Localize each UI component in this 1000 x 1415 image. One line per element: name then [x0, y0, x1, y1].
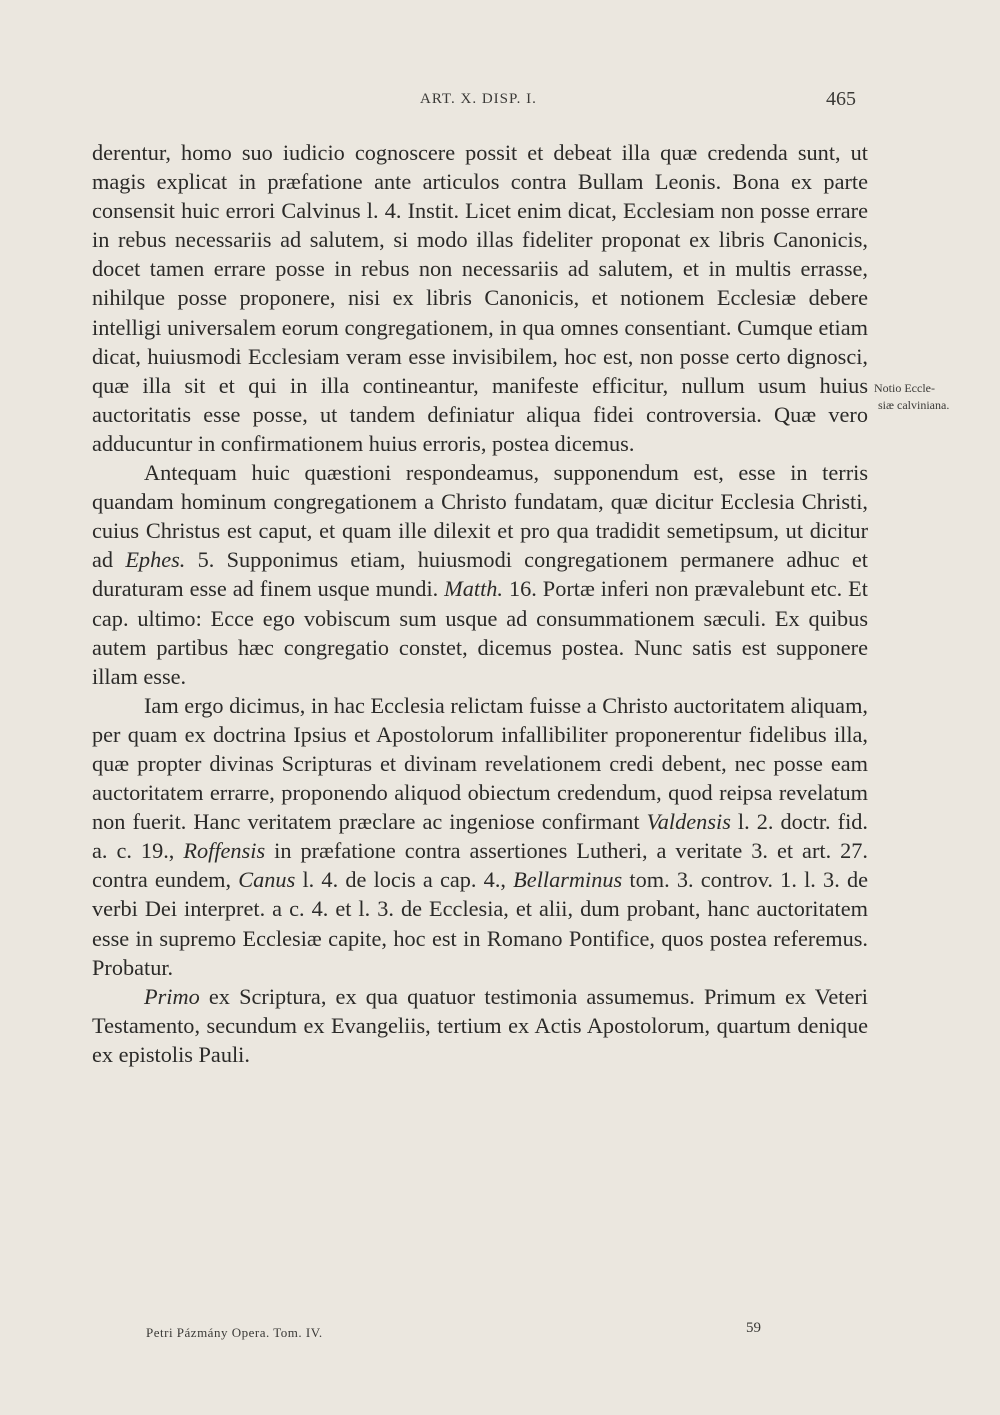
paragraph-3: [92, 691, 868, 982]
paragraph-1: derentur, homo suo iudicio cognoscere possit et debeat illa quæ credenda sunt, ut magis explicat in præfatione ante articulos contra Bullam Leonis. Bona ex parte consensit huic errori Calvinus l. 4. Instit. Licet enim dicat, Ecclesiam non posse errare in rebus necessariis ad salutem, si modo illas fideliter proponat ex libris Canonicis, docet tamen errare posse in rebus non necessariis ad salutem, et in multis errasse, nihilque posse proponere, nisi ex libris Canonicis, et notionem Ecclesiæ debere intelligi universalem eorum congregationem, in qua omnes consentiant. Cumque etiam dicat, huiusmodi Ecclesiam veram esse invisibilem, hoc est, non posse certo dignosci, quæ illa sit et qui in illa contineantur, manifeste efficitur, nullum usum huius auctoritatis esse posse, ut tandem definiatur aliqua fidei controversia. Quæ vero adducuntur in confirmationem huius erroris, postea dicemus.: [92, 140, 868, 456]
author-roffensis: Roffensis: [183, 838, 266, 864]
reference-ephes: Ephes.: [125, 547, 186, 573]
paragraph-2-text-c: 16. Portæ inferi non prævalebunt etc. Et cap. ultimo: Ecce ego vobiscum sum usque ad consummationem sæculi. Ex quibus autem partibus hæc congregatio constet, dicemus postea. Nunc satis est supponere illam esse.: [92, 576, 868, 689]
paragraph-3-text-c: in præfatione contra assertiones Lutheri, a veritate 3. et art. 27. contra eundem,: [92, 838, 869, 893]
running-title: ART. X. DISP. I.: [420, 91, 537, 107]
paragraph-3-text-b: l. 2. doctr. fid. a. c. 19.,: [92, 809, 869, 864]
page-number: 465: [826, 88, 856, 110]
margin-note: [874, 380, 992, 414]
word-primo: Primo: [144, 983, 200, 1009]
paragraph-4: [92, 982, 868, 1069]
author-valdensis: Valdensis: [646, 809, 731, 835]
reference-matth: Matth.: [444, 576, 504, 602]
paragraph-2-text-a: Antequam huic quæstioni respondeamus, supponendum est, esse in terris quandam hominum congregationem a Christo fundatam, quæ dicitur Ecclesia Christi, cuius Christus est caput, et quam ille dilexit et pro qua tradidit semetipsum, ut dicitur ad: [92, 460, 868, 573]
footer-signature: Petri Pázmány Opera. Tom. IV.: [146, 1325, 323, 1340]
paragraph-4-text-a: ex Scriptura, ex qua quatuor testimonia assumemus. Primum ex Veteri Testamento, secundum ex Evangeliis, tertium ex Actis Apostolorum, quartum denique ex epistolis Pauli.: [92, 983, 868, 1067]
main-text: [92, 138, 868, 1069]
paragraph-2: [92, 458, 868, 691]
paragraph-3-text-e: tom. 3. controv. 1. l. 3. de verbi Dei interpret. a c. 4. et l. 3. de Ecclesia, et alii, dum probant, hanc auctoritatem esse in supremo Ecclesiæ capite, hoc est in Romano Pontifice, quos postea referemus. Probatur.: [92, 867, 869, 980]
paragraph-3-text-d: l. 4. de locis a cap. 4.,: [295, 867, 514, 893]
footer-sheet-number: 59: [746, 1320, 761, 1336]
paragraph-2-text-b: 5. Supponimus etiam, huiusmodi congregationem permanere adhuc et duraturam esse ad finem usque mundi.: [92, 547, 868, 602]
margin-note-line-2: siæ calviniana.: [878, 398, 950, 412]
author-canus: Canus: [238, 867, 296, 893]
paragraph-3-text-a: Iam ergo dicimus, in hac Ecclesia relictam fuisse a Christo auctoritatem aliquam, per quam ex doctrina Ipsius et Apostolorum infallibiliter proponerentur fidelibus illa, quæ propter divinas Scripturas et divinam revelationem credi debent, nec posse eam auctoritatem errarre, proponendo aliquod obiectum credendum, quod reipsa revelatum non fuerit. Hanc veritatem præclare ac ingeniose confirmant: [92, 692, 868, 835]
author-bellarminus: Bellarminus: [513, 867, 623, 893]
margin-note-line-1: Notio Eccle-: [874, 381, 935, 395]
